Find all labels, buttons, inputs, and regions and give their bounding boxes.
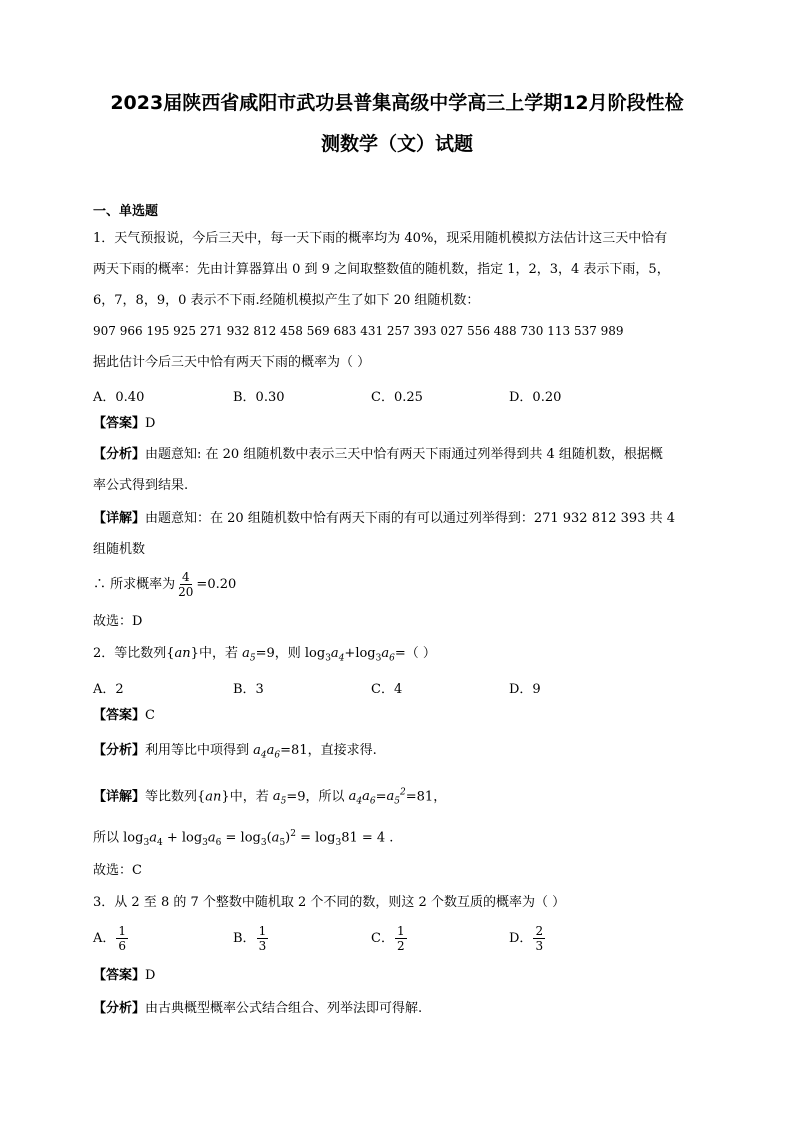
prob-fraction: [176, 570, 195, 599]
section-heading: 一、单选题: [93, 204, 159, 219]
analysis-tag: 【分析】: [93, 447, 146, 462]
fraction-numerator: 1: [118, 924, 127, 938]
prob-prefix: ∴ 所求概率为: [93, 577, 176, 592]
q3-option-b: [233, 924, 269, 953]
analysis-tag: 【分析】: [93, 743, 146, 758]
q2-a5: $a_5$: [242, 646, 256, 664]
q2-stem: [93, 646, 436, 667]
q2-stem-part: 2．等比数列{: [93, 646, 175, 661]
q2-a4a6: $a_4a_6$: [253, 743, 281, 761]
q3-stem: 3．从 2 至 8 的 7 个整数中随机取 2 个不同的数，则这 2 个数互质的概率为（ ）: [93, 895, 566, 910]
so-text: 81 = 4 .: [341, 830, 394, 846]
q1-line-3: 6，7，8，9，0 表示不下雨.经随机模拟产生了如下 20 组随机数：: [93, 293, 480, 308]
q2-option-a: A．2: [93, 682, 124, 697]
detail-tag: 【详解】: [93, 789, 146, 805]
answer-value: D: [145, 968, 156, 983]
q1-option-a: A．0.40: [93, 390, 145, 405]
fraction-numerator: 4: [181, 570, 190, 584]
fraction-denominator: 3: [535, 939, 544, 953]
analysis-text: 利用等比中项得到: [145, 743, 254, 758]
option-fraction: [395, 924, 407, 953]
analysis-text: 由古典概型概率公式结合组合、列举法即可得解.: [145, 1001, 423, 1016]
q2-choose: 故选：C: [93, 863, 142, 878]
q2-stem-an: an: [174, 646, 191, 661]
q1-option-c: C．0.25: [371, 390, 423, 405]
q2-option-b: B．3: [233, 682, 264, 697]
q2-stem-part: =9，则 log: [255, 646, 326, 661]
option-label: C．: [371, 931, 394, 946]
analysis-text: 由题意知: 在 20 组随机数中表示三天中恰有两天下雨通过列举得到共 4 组随机数，根据概: [145, 447, 663, 462]
q1-line-2: 两天下雨的概率：先由计算器算出 0 到 9 之间取整数值的随机数，指定 1，2，3，4 表示下雨，5，: [93, 262, 670, 277]
option-label: A．: [93, 931, 116, 946]
so-text: 所以: [93, 830, 124, 846]
q1-probability: [93, 570, 236, 600]
answer-value: D: [145, 416, 156, 431]
q2-stem-part: =（ ）: [394, 646, 436, 661]
q2-so-line: 所以 $\log_3a_4 + \log_3a_6 = \log_3(a_5)^2 = \log_381 = 4$ .: [93, 829, 394, 848]
q2-a6: $a_6$: [381, 646, 395, 664]
detail-text: 等比数列{: [145, 789, 206, 805]
fraction-numerator: 2: [535, 924, 544, 938]
so-text: = log: [295, 830, 336, 846]
answer-tag: 【答案】: [93, 708, 146, 723]
q3-option-c: [371, 924, 408, 953]
q3-answer: [93, 968, 155, 984]
q2-sub-3: 3: [325, 653, 331, 664]
q1-random-numbers: 907 966 195 925 271 932 812 458 569 683 431 257 393 027 556 488 730 113 537 989: [93, 324, 624, 338]
fraction-numerator: 1: [258, 924, 267, 938]
q2-option-c: C．4: [371, 682, 403, 697]
q1-question: 据此估计今后三天中恰有两天下雨的概率为（ ）: [93, 355, 371, 370]
q3-option-d: [509, 924, 546, 953]
q1-choose: 故选：D: [93, 614, 143, 629]
fraction-numerator: 1: [396, 924, 405, 938]
prob-suffix: =0.20: [196, 577, 237, 592]
detail-text: }中，若: [221, 789, 273, 805]
analysis-text: =81，直接求得.: [280, 743, 377, 758]
page-title-line-1: 2023届陕西省咸阳市武功县普集高级中学高三上学期12月阶段性检: [110, 92, 684, 114]
q1-detail-line-2: 组随机数: [93, 542, 146, 557]
q2-a5-squared: $a_5^2$: [386, 788, 406, 807]
q2-option-d: D．9: [509, 682, 541, 697]
answer-tag: 【答案】: [93, 416, 146, 431]
q1-analysis-line-1: [93, 447, 663, 463]
q2-stem-part: }中，若: [190, 646, 243, 661]
q2-detail-an: an: [205, 789, 222, 805]
q1-option-b: B．0.30: [233, 390, 285, 405]
q2-sub-3: 3: [375, 653, 382, 664]
q1-line-1: 1．天气预报说，今后三天中，每一天下雨的概率均为 40%，现采用随机模拟方法估计这三天中恰有: [93, 231, 668, 246]
fraction-denominator: 3: [258, 939, 267, 953]
detail-text: =9，所以: [286, 789, 349, 805]
q2-a4a6: $a_4a_6$: [348, 789, 376, 807]
q1-analysis-line-2: 率公式得到结果.: [93, 478, 189, 493]
q3-option-a: [93, 924, 129, 953]
q1-detail-line-1: [93, 511, 675, 527]
q2-answer: [93, 708, 155, 724]
detail-text: 由题意知：在 20 组随机数中恰有两天下雨的有可以通过列举得到：271 932 812 393 共 4: [145, 511, 676, 526]
option-fraction: [116, 924, 128, 953]
option-label: D．: [509, 931, 533, 946]
option-fraction: [533, 924, 545, 953]
analysis-tag: 【分析】: [93, 1001, 146, 1016]
q2-analysis: [93, 743, 377, 764]
q2-detail: 【详解】等比数列{an}中，若 $a_5=9$，所以 $a_4a_6=a_5^2=81$，: [93, 788, 447, 807]
detail-text: =81，: [405, 789, 447, 805]
fraction-denominator: 6: [118, 939, 127, 953]
detail-tag: 【详解】: [93, 511, 146, 526]
answer-tag: 【答案】: [93, 968, 146, 983]
option-fraction: [257, 924, 269, 953]
option-label: B．: [233, 931, 256, 946]
q2-a5: $a_5$: [272, 789, 287, 807]
page-title-line-2: 测数学（文）试题: [320, 133, 473, 155]
q3-analysis: [93, 1001, 422, 1017]
fraction-denominator: 20: [178, 585, 194, 599]
q1-option-d: D．0.20: [509, 390, 562, 405]
q2-a4: $a_4$: [330, 646, 345, 664]
answer-value: C: [145, 708, 155, 723]
q1-answer: [93, 416, 155, 432]
q2-stem-part: +log: [344, 646, 376, 661]
fraction-denominator: 2: [396, 939, 405, 953]
